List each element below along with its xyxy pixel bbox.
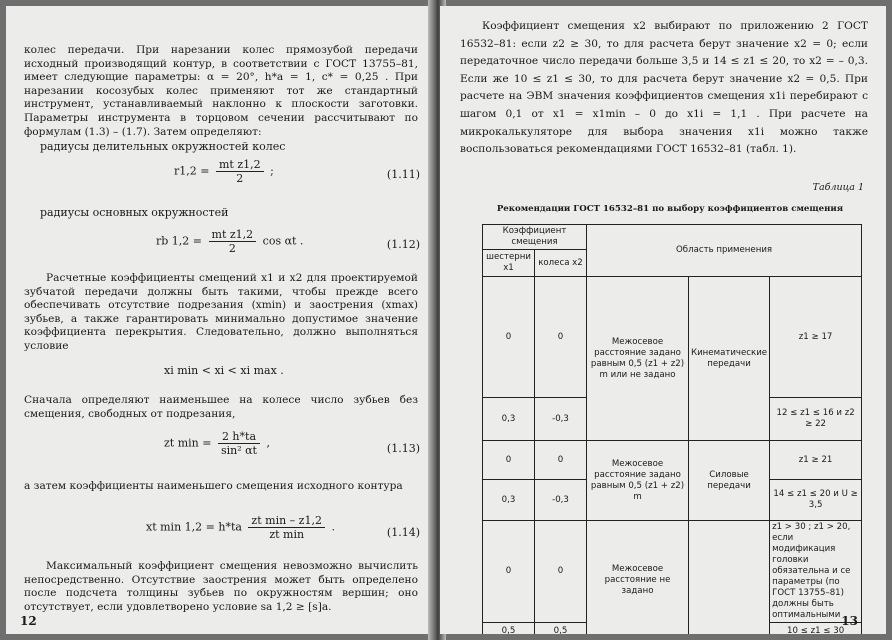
table-cell: z1 ≥ 17 bbox=[770, 277, 862, 398]
formula-1-13: zt min = $\frac{2 h*ta}{\text{sin² αt}}$ , bbox=[164, 430, 270, 457]
table-cell: 0,5 bbox=[535, 623, 587, 635]
table-cell: 0,5 bbox=[483, 623, 535, 635]
formula-1-14: xt min 1,2 = h*ta $\frac{\text{zt min – z1,2}}{\text{zt min}}$ . bbox=[146, 514, 335, 541]
table-cell: Силовые передачи bbox=[689, 441, 770, 521]
equation-number-1-11: (1.11) bbox=[386, 168, 420, 181]
table-cell bbox=[689, 521, 770, 635]
table-cell: 10 ≤ z1 ≤ 30 bbox=[770, 623, 862, 635]
table-cell: 0 bbox=[483, 521, 535, 623]
left-page bbox=[6, 6, 434, 634]
table-cell: z1 ≥ 21 bbox=[770, 441, 862, 480]
table-cell: -0,3 bbox=[535, 398, 587, 441]
table-cell: 0,3 bbox=[483, 398, 535, 441]
page-number-left: 12 bbox=[20, 614, 37, 628]
table-cell: Кинематические передачи bbox=[689, 277, 770, 441]
table-cell: 0 bbox=[535, 441, 587, 480]
equation-number-1-12: (1.12) bbox=[386, 238, 420, 251]
equation-number-1-13: (1.13) bbox=[386, 442, 420, 455]
table-cell: 0 bbox=[483, 277, 535, 398]
right-paragraph-1: Коэффициент смещения x2 выбирают по приложению 2 ГОСТ 16532–81: если z2 ≥ 30, то для расчета берут значение x2 = 0; если передаточное число передачи больше 3,5 и 14 ≤ z1 ≤ 20, то x2 = – 0,3. Если же 10 ≤ z1 ≤ 30, то для расчета берут значение x2 = 0,5. При расчете на ЭВМ значения коэффициентов смещения x1i перебирают с шагом 0,1 от x1 = x1min – 0 до x1i = 1,1 . При расчете на микрокалькуляторе для выбора значения x1i можно также воспользоваться рекомендациями ГОСТ 16532–81 (табл. 1). bbox=[460, 20, 868, 156]
equation-number-1-14: (1.14) bbox=[386, 526, 420, 539]
table-cell: 0,3 bbox=[483, 480, 535, 521]
table-cell: 14 ≤ z1 ≤ 20 и U ≥ 3,5 bbox=[770, 480, 862, 521]
table-cell: 0 bbox=[535, 521, 587, 623]
header-pinion: шестерни x1 bbox=[483, 250, 535, 277]
table-label: Таблица 1 bbox=[812, 182, 864, 193]
table-cell: Межосевое расстояние задано равным 0,5 (z1 + z2) m или не задано bbox=[587, 277, 689, 441]
table-cell: z1 > 30 ; z1 > 20, если модификация головки обязательна и се параметры (по ГОСТ 13755–81) должны быть оптимальными bbox=[770, 521, 862, 623]
left-paragraph-2: Расчетные коэффициенты смещений x1 и x2 для проектируемой зубчатой передачи должны быть такими, чтобы прежде всего обеспечивать отсутствие подрезания (xmin) и заострения (xmax) зубьев, а также гарантировать минимально допустимое значение коэффициента перекрытия. Следовательно, должно выполняться условие bbox=[24, 272, 418, 352]
table-cell: -0,3 bbox=[535, 480, 587, 521]
displacement-table bbox=[482, 224, 862, 634]
heading-pitch-radii: радиусы делительных окружностей колес bbox=[40, 140, 286, 153]
header-application-area: Область применения bbox=[587, 225, 862, 277]
formula-1-11: r1,2 = $\frac{\text{mt z1,2}}{2}$ ; bbox=[174, 158, 274, 185]
heading-base-radii: радиусы основных окружностей bbox=[40, 206, 229, 219]
left-paragraph-4: а затем коэффициенты наименьшего смещения исходного контура bbox=[24, 480, 403, 492]
page-number-right: 13 bbox=[841, 614, 858, 628]
left-paragraph-3: Сначала определяют наименьшее на колесе число зубьев без смещения, свободных от подрезания, bbox=[24, 394, 418, 420]
table-cell: 0 bbox=[483, 441, 535, 480]
table-cell: 12 ≤ z1 ≤ 16 и z2 ≥ 22 bbox=[770, 398, 862, 441]
formula-1-12: rb 1,2 = $\frac{\text{mt z1,2}}{2}$ cos αt . bbox=[156, 228, 304, 255]
left-paragraph-1: колес передачи. При нарезании колес прямозубой передачи исходный производящий контур, в соответствии с ГОСТ 13755–81, имеет следующие параметры: α = 20°, h*a = 1, c* = 0,25 . При нарезании косозубых колес применяют тот же стандартный инструмент, устанавливаемый наклонно к плоскости заготовки. Параметры инструмента в торцовом сечении рассчитывают по формулам (1.3) – (1.7). Затем определяют: bbox=[24, 44, 418, 138]
table-cell: 0 bbox=[535, 277, 587, 398]
right-page bbox=[440, 6, 886, 634]
condition-formula: xi min < xi < xi max . bbox=[164, 364, 284, 377]
left-paragraph-5: Максимальный коэффициент смещения невозможно вычислить непосредственно. Отсутствие заострения может быть определено после подсчета толщины зубьев по окружностям вершин; оно отсутствует, если удовлетворено условие sa 1,2 ≥ [s]a. bbox=[24, 560, 418, 613]
header-coefficient: Коэффициент смещения bbox=[483, 225, 587, 250]
table-cell: Межосевое расстояние задано равным 0,5 (z1 + z2) m bbox=[587, 441, 689, 521]
header-wheel: колеса x2 bbox=[535, 250, 587, 277]
table-caption: Рекомендации ГОСТ 16532–81 по выбору коэффициентов смещения bbox=[496, 204, 844, 214]
table-cell: Межосевое расстояние не задано bbox=[587, 521, 689, 635]
